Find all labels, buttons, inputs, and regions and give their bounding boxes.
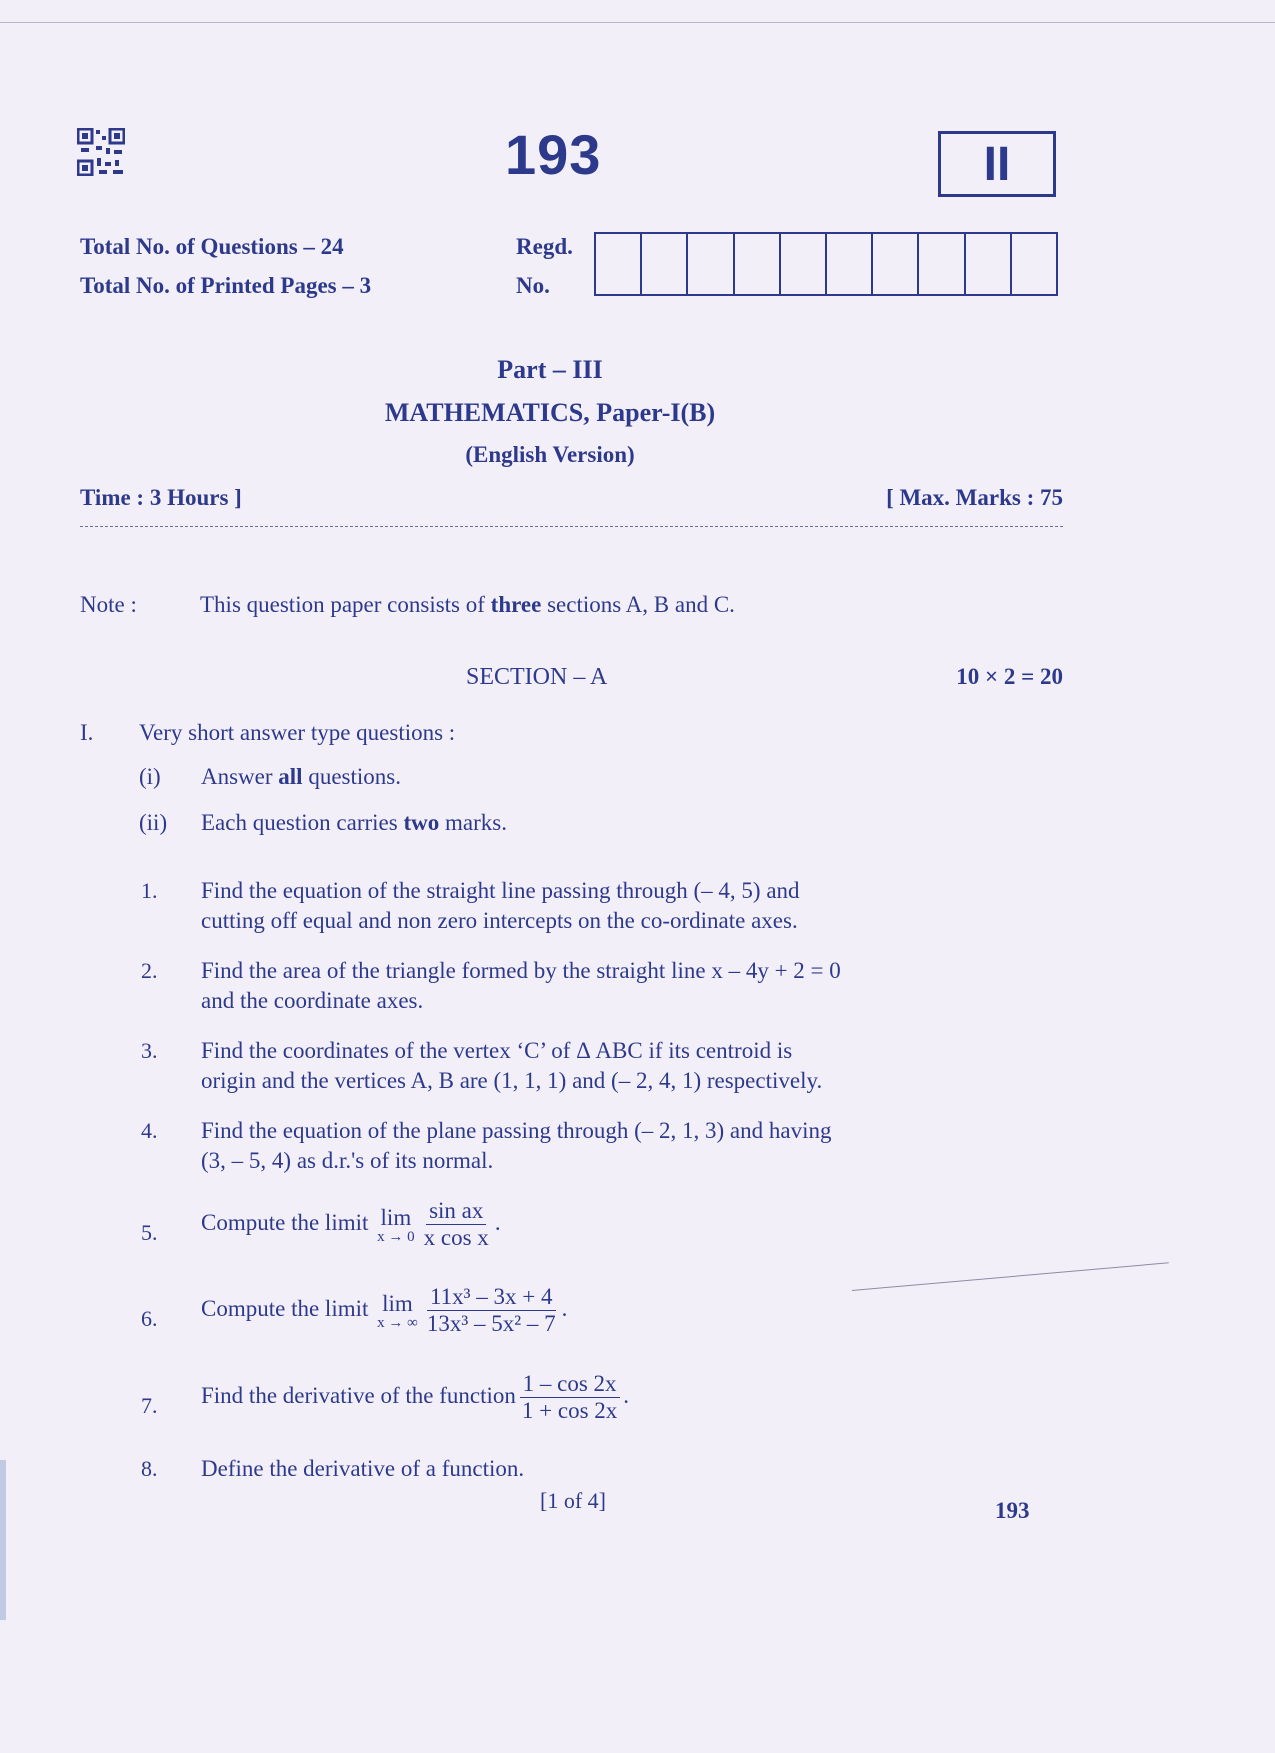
question-7: Find the derivative of the function $\frac{1 - \cos 2x}{1 + \cos 2x}$ .: [201, 1371, 630, 1423]
divider: [80, 526, 1063, 527]
question-number: 8.: [141, 1456, 158, 1481]
instruction-text: Each question carries two marks.: [201, 810, 507, 835]
question-number: 4.: [141, 1118, 158, 1143]
regd-digit-box[interactable]: [917, 234, 963, 294]
subject-title: MATHEMATICS, Paper-I(B): [384, 398, 716, 427]
question-3: Find the coordinates of the vertex ‘C’ of Δ ABC if its centroid is origin and the vertices A, B are (1, 1, 1) and (– 2, 4, 1) respectively.: [201, 1038, 823, 1093]
total-pages: Total No. of Printed Pages – 3: [80, 273, 372, 298]
question-8: Define the derivative of a function.: [201, 1456, 525, 1481]
question-number: 3.: [141, 1038, 158, 1063]
question-number: 1.: [141, 878, 158, 903]
regd-digit-box[interactable]: [871, 234, 917, 294]
regd-digit-box[interactable]: [1010, 234, 1056, 294]
qr-code-icon: [77, 128, 125, 176]
note-text: This question paper consists of three sections A, B and C.: [200, 592, 735, 617]
note-label: Note :: [80, 592, 137, 617]
instruction-num: (ii): [139, 810, 168, 835]
section-marks: 10 × 2 = 20: [956, 664, 1063, 689]
max-marks: [ Max. Marks : 75: [886, 485, 1063, 510]
question-1: Find the equation of the straight line passing through (– 4, 5) and cutting off equal and non zero intercepts on the co-ordinate axes.: [201, 878, 800, 933]
question-number: 5.: [141, 1220, 158, 1245]
question-number: 6.: [141, 1306, 158, 1331]
regd-digit-box[interactable]: [733, 234, 779, 294]
paper-code: 193: [505, 123, 602, 186]
question-6: Compute the limit lim x → ∞ $\frac{\text{11x³ – 3x + 4}}{\text{13x³ – 5x² – 7}}$ .: [201, 1284, 568, 1336]
section-title: SECTION – A: [466, 664, 608, 690]
page-indicator: [1 of 4]: [540, 1488, 606, 1513]
series-label: II: [983, 137, 1011, 191]
instruction-num: (i): [139, 764, 161, 789]
question-number: 2.: [141, 958, 158, 983]
regd-digit-box[interactable]: [779, 234, 825, 294]
regd-digit-box[interactable]: [964, 234, 1010, 294]
regd-digit-box[interactable]: [640, 234, 686, 294]
regd-label: Regd.: [516, 234, 573, 259]
regd-digit-box[interactable]: [686, 234, 732, 294]
footer-paper-code: 193: [995, 1498, 1030, 1523]
top-edge-line: [0, 22, 1275, 23]
part-title: Part – III: [497, 355, 603, 384]
regd-digit-box[interactable]: [825, 234, 871, 294]
instruction-heading: Very short answer type questions :: [139, 720, 456, 745]
instruction-text: Answer all questions.: [201, 764, 401, 789]
regd-number-boxes[interactable]: [594, 232, 1058, 296]
question-5: Compute the limit lim x → 0 $\frac{\text{sin ax}}{\text{x cos x}}$ .: [201, 1198, 501, 1250]
limit-operator: lim x → 0: [377, 1204, 415, 1245]
fraction: $\frac{\text{11x³ – 3x + 4}}{\text{13x³ – 5x² – 7}}$: [426, 1284, 556, 1336]
version-title: (English Version): [465, 442, 635, 467]
fraction: $\frac{\text{sin ax}}{\text{x cos x}}$: [423, 1198, 489, 1250]
regd-no-label: No.: [516, 273, 550, 298]
regd-digit-box[interactable]: [596, 234, 640, 294]
instruction-roman: I.: [80, 720, 94, 745]
scan-edge-artifact: [0, 1460, 6, 1620]
total-questions: Total No. of Questions – 24: [80, 234, 344, 259]
question-2: Find the area of the triangle formed by the straight line x – 4y + 2 = 0 and the coordinate axes.: [201, 958, 841, 1013]
question-number: 7.: [141, 1393, 158, 1418]
fraction: $\frac{1 - \cos 2x}{1 + \cos 2x}$: [519, 1371, 620, 1424]
question-4: Find the equation of the plane passing through (– 2, 1, 3) and having (3, – 5, 4) as d.r.'s of its normal.: [201, 1118, 832, 1173]
series-box: [938, 131, 1056, 197]
time-allowed: Time : 3 Hours ]: [80, 485, 242, 510]
limit-operator: lim x → ∞: [377, 1290, 418, 1331]
